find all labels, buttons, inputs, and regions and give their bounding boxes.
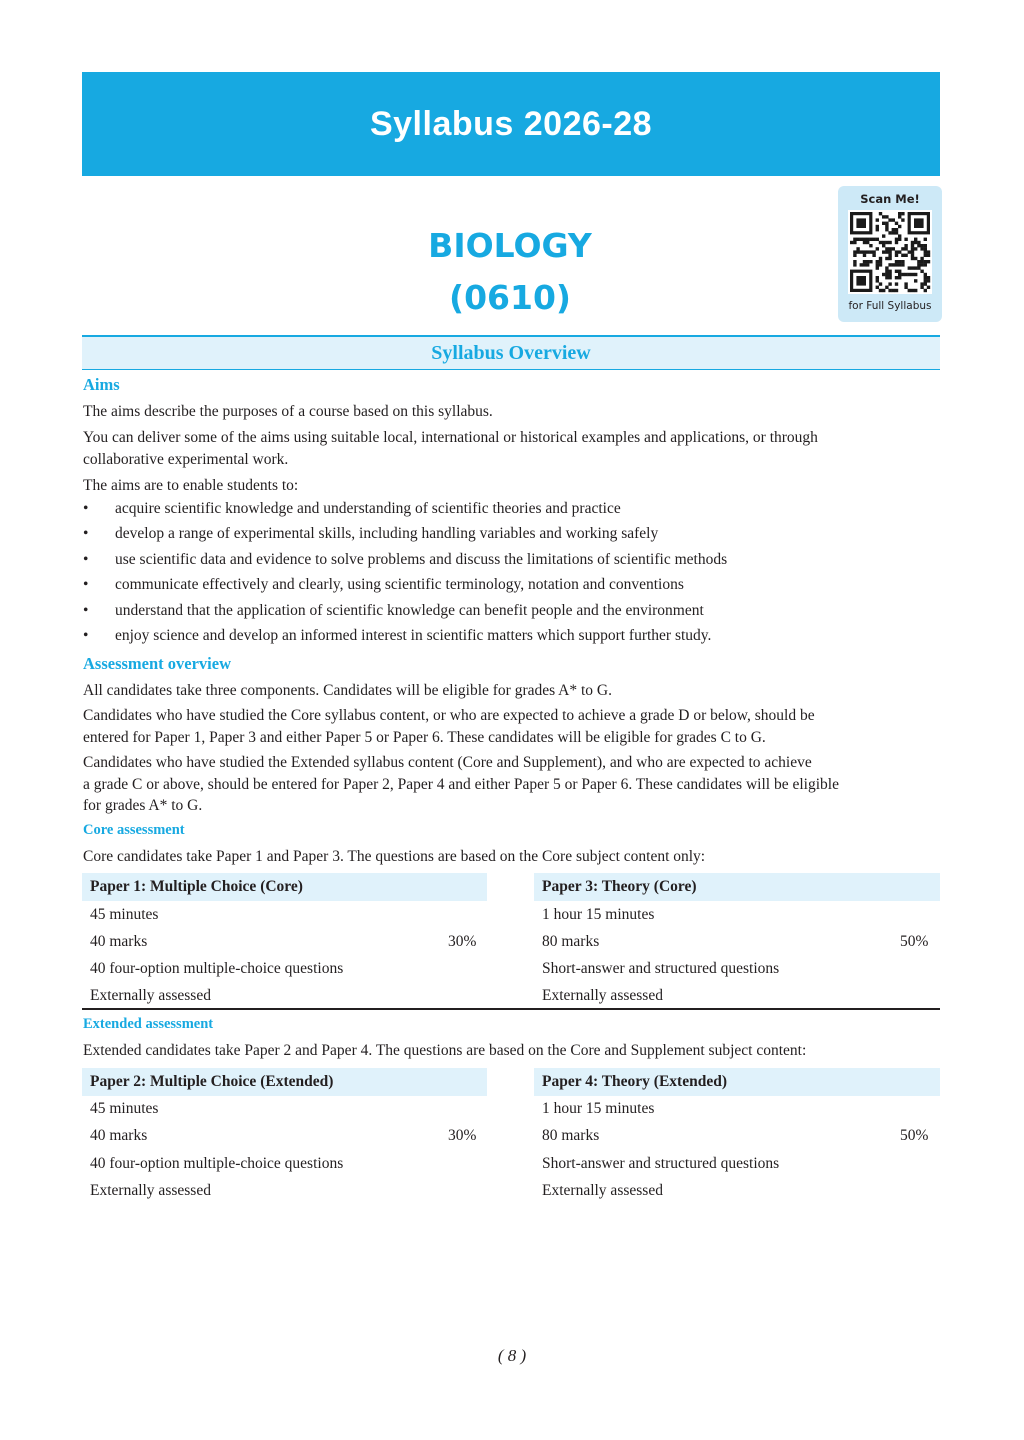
assessment-paragraph-3-line-2: a grade C or above, should be entered for Paper 2, Paper 4 and either Paper 5 or Paper 6. These candidates will be eligible: [83, 776, 839, 793]
subject-code: (0610): [448, 278, 571, 317]
qr-card[interactable]: [838, 186, 942, 322]
aims-bullet-text: use scientific data and evidence to solve problems and discuss the limitations of scientific methods: [115, 551, 728, 568]
aims-bullet-text: enjoy science and develop an informed interest in scientific matters which support further study.: [115, 627, 712, 644]
paper-4-title: Paper 4: Theory (Extended): [534, 1068, 940, 1096]
paper-4-duration: 1 hour 15 minutes: [542, 1100, 655, 1117]
page-number: ( 8 ): [497, 1346, 527, 1365]
paper-1-duration: 45 minutes: [90, 906, 159, 923]
assessment-heading: Assessment overview: [83, 654, 232, 673]
bullet-icon: •: [83, 500, 89, 517]
paper-4-weight: 50%: [900, 1127, 929, 1144]
paper-3-marks: 80 marks: [542, 933, 600, 950]
qr-code-graphic: [848, 210, 932, 294]
assessment-paragraph-3-line-3: for grades A* to G.: [83, 797, 203, 814]
paper-1-marks: 40 marks: [90, 933, 148, 950]
overview-bar: [82, 335, 940, 370]
paper-3-weight: 50%: [900, 933, 929, 950]
paper-4-assessed: Externally assessed: [542, 1182, 663, 1199]
aims-paragraph-2-line-1: You can deliver some of the aims using suitable local, international or historical examples and applications, or through: [83, 429, 818, 446]
paper-4-format: Short-answer and structured questions: [542, 1155, 780, 1172]
assessment-paragraph-2-line-2: entered for Paper 1, Paper 3 and either Paper 5 or Paper 6. These candidates will be eligible for grades C to G.: [83, 729, 766, 746]
paper-3-format: Short-answer and structured questions: [542, 960, 780, 977]
section-divider: [82, 1008, 940, 1010]
assessment-paragraph-3-line-1: Candidates who have studied the Extended syllabus content (Core and Supplement), and who are expected to achieve: [83, 754, 812, 771]
bullet-icon: •: [83, 576, 89, 593]
paper-2-assessed: Externally assessed: [90, 1182, 211, 1199]
paper-2-marks: 40 marks: [90, 1127, 148, 1144]
paper-3-title: Paper 3: Theory (Core): [534, 873, 940, 901]
bullet-icon: •: [83, 627, 89, 644]
aims-paragraph-3: The aims are to enable students to:: [83, 477, 299, 494]
core-heading: Core assessment: [83, 822, 185, 838]
paper-3-assessed: Externally assessed: [542, 987, 663, 1004]
paper-1-format: 40 four-option multiple-choice questions: [90, 960, 344, 977]
core-intro: Core candidates take Paper 1 and Paper 3. The questions are based on the Core subject content only:: [83, 848, 706, 865]
header-banner: [82, 72, 940, 176]
banner-title: Syllabus 2026-28: [369, 104, 653, 143]
overview-title: Syllabus Overview: [431, 341, 591, 364]
aims-paragraph-1: The aims describe the purposes of a course based on this syllabus.: [83, 403, 493, 420]
paper-3-duration: 1 hour 15 minutes: [542, 906, 655, 923]
paper-4-marks: 80 marks: [542, 1127, 600, 1144]
bullet-icon: •: [83, 525, 89, 542]
paper-2-duration: 45 minutes: [90, 1100, 159, 1117]
qr-top-label: Scan Me!: [860, 192, 920, 206]
bullet-icon: •: [83, 551, 89, 568]
extended-heading: Extended assessment: [83, 1016, 214, 1032]
aims-paragraph-2-line-2: collaborative experimental work.: [83, 451, 289, 468]
bullet-icon: •: [83, 602, 89, 619]
qr-bottom-label: for Full Syllabus: [848, 300, 932, 312]
qr-code-icon[interactable]: [848, 210, 932, 294]
subject-name: BIOLOGY: [428, 226, 592, 265]
paper-2-weight: 30%: [448, 1127, 477, 1144]
aims-bullet-text: communicate effectively and clearly, using scientific terminology, notation and conventions: [115, 576, 684, 593]
assessment-paragraph-1: All candidates take three components. Candidates will be eligible for grades A* to G.: [83, 682, 613, 699]
aims-heading: Aims: [83, 375, 120, 394]
extended-intro: Extended candidates take Paper 2 and Paper 4. The questions are based on the Core and Supplement subject content:: [83, 1042, 807, 1059]
assessment-paragraph-2-line-1: Candidates who have studied the Core syllabus content, or who are expected to achieve a grade D or below, should be: [83, 707, 815, 724]
paper-1-assessed: Externally assessed: [90, 987, 211, 1004]
paper-1-title: Paper 1: Multiple Choice (Core): [82, 873, 487, 901]
aims-bullet-text: understand that the application of scientific knowledge can benefit people and the environment: [115, 602, 704, 619]
paper-2-title: Paper 2: Multiple Choice (Extended): [82, 1068, 487, 1096]
aims-bullet-text: develop a range of experimental skills, including handling variables and working safely: [115, 525, 659, 542]
paper-2-format: 40 four-option multiple-choice questions: [90, 1155, 344, 1172]
aims-bullet-text: acquire scientific knowledge and understanding of scientific theories and practice: [115, 500, 621, 517]
paper-1-weight: 30%: [448, 933, 477, 950]
